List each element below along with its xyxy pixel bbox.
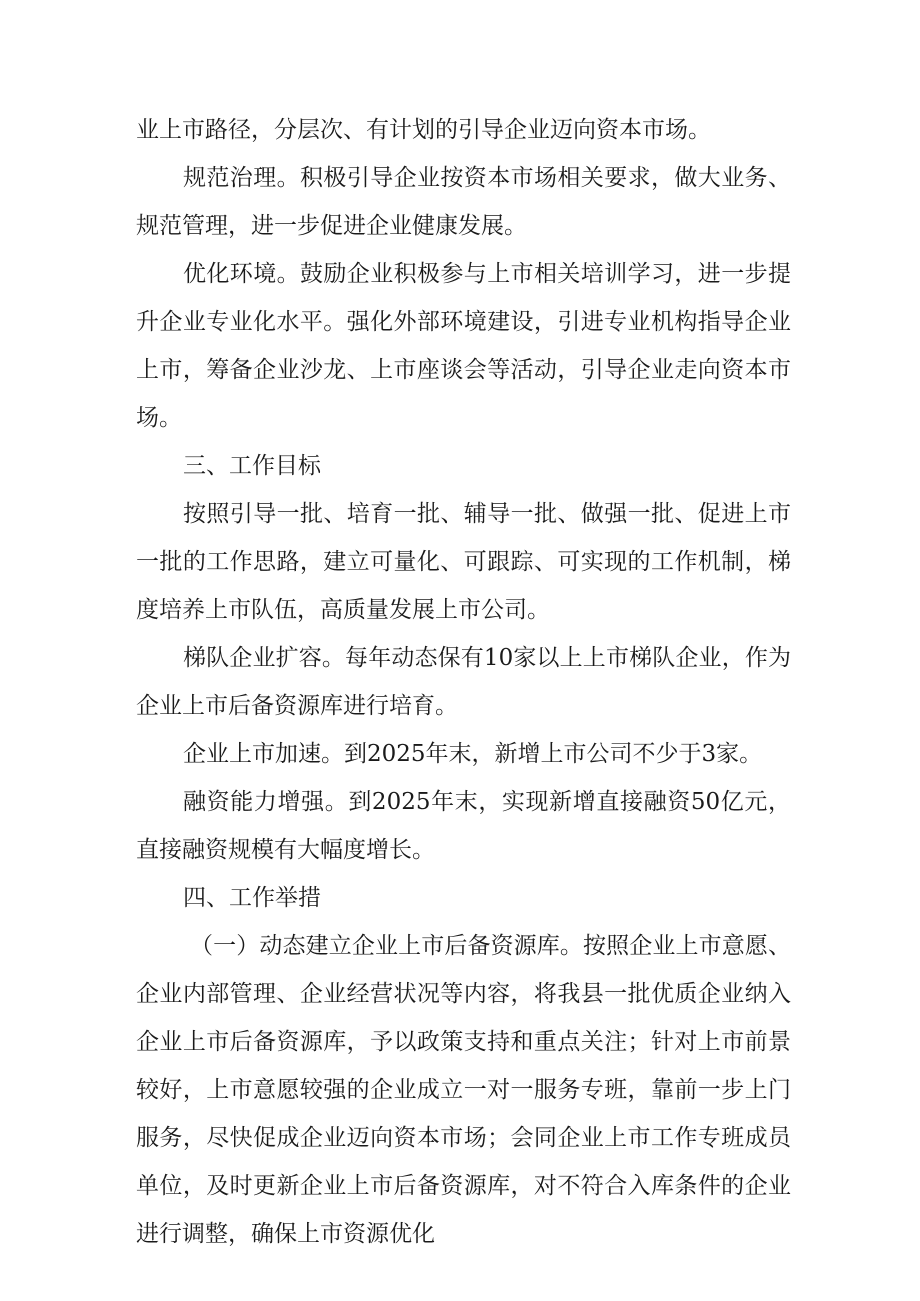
paragraph-continuation: 业上市路径，分层次、有计划的引导企业迈向资本市场。 [136, 117, 711, 143]
paragraph-listing-acceleration: 企业上市加速。到2025年末，新增上市公司不少于3家。 [183, 741, 763, 767]
paragraph-echelon-expansion: 梯队企业扩容。每年动态保有10家以上上市梯队企业，作为企业上市后备资源库进行培育。 [136, 645, 791, 719]
paragraph-financing-capacity: 融资能力增强。到2025年末，实现新增直接融资50亿元，直接融资规模有大幅度增长。 [136, 789, 791, 863]
document-body [136, 106, 791, 1258]
section-heading-work-goals: 三、工作目标 [183, 453, 321, 479]
section-heading-work-measures: 四、工作举措 [183, 885, 321, 911]
paragraph-optimize-environment: 优化环境。鼓励企业积极参与上市相关培训学习，进一步提升企业专业化水平。强化外部环境建设，引进专业机构指导企业上市，筹备企业沙龙、上市座谈会等活动，引导企业走向资本市场。 [136, 261, 791, 431]
paragraph-standardized-governance: 规范治理。积极引导企业按资本市场相关要求，做大业务、规范管理，进一步促进企业健康发展。 [136, 165, 791, 239]
paragraph-measure-one: （一）动态建立企业上市后备资源库。按照企业上市意愿、企业内部管理、企业经营状况等内容，将我县一批优质企业纳入企业上市后备资源库，予以政策支持和重点关注；针对上市前景较好，上市意愿较强的企业成立一对一服务专班，靠前一步上门服务，尽快促成企业迈向资本市场；会同企业上市工作专班成员单位，及时更新企业上市后备资源库，对不符合入库条件的企业进行调整，确保上市资源优化 [136, 933, 791, 1247]
paragraph-work-approach: 按照引导一批、培育一批、辅导一批、做强一批、促进上市一批的工作思路，建立可量化、可跟踪、可实现的工作机制，梯度培养上市队伍，高质量发展上市公司。 [136, 501, 791, 623]
